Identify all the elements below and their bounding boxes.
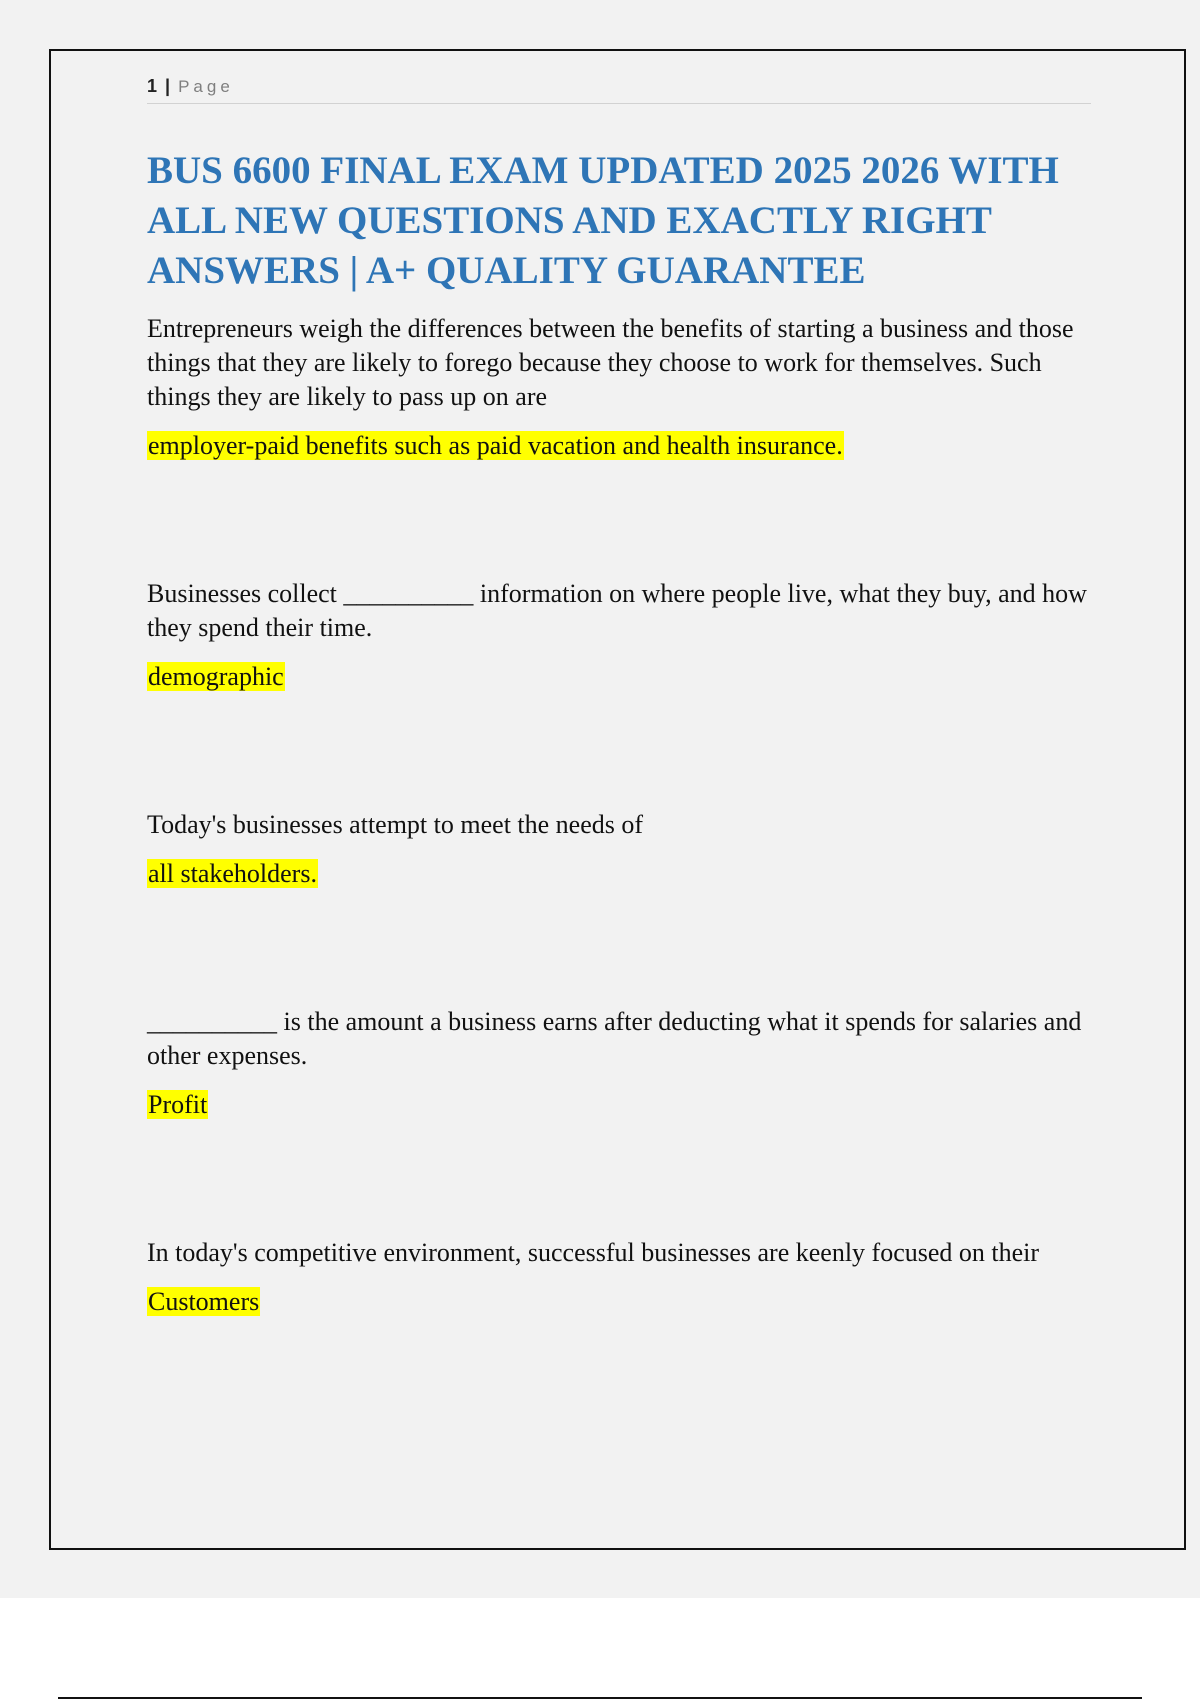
question-text: Businesses collect __________ information on where people live, what they buy, and how they spend their time. xyxy=(147,579,1087,642)
page-number: 1 xyxy=(147,76,158,96)
qa-item xyxy=(147,1236,1107,1317)
next-page-top-rule xyxy=(58,1697,1142,1699)
page-label: Page xyxy=(178,77,234,96)
answer-text xyxy=(147,1090,1107,1120)
answer-highlight: demographic xyxy=(148,662,284,691)
answer-highlight: Profit xyxy=(148,1090,208,1119)
qa-item xyxy=(147,577,1107,692)
document-title: BUS 6600 FINAL EXAM UPDATED 2025 2026 WITH ALL NEW QUESTIONS AND EXACTLY RIGHT ANSWERS | A+ QUALITY GUARANTEE xyxy=(147,149,1059,292)
answer-text xyxy=(147,662,1107,692)
question-text: __________ is the amount a business earns after deducting what it spends for salaries and other expenses. xyxy=(147,1007,1082,1070)
question-text: Today's businesses attempt to meet the needs of xyxy=(147,810,644,839)
answer-text xyxy=(147,431,1107,461)
answer-highlight: employer-paid benefits such as paid vacation and health insurance. xyxy=(148,431,843,460)
page-separator: | xyxy=(165,76,171,96)
answer-highlight: Customers xyxy=(148,1287,260,1316)
answer-text xyxy=(147,859,1107,889)
answer-text xyxy=(147,1287,1107,1317)
answer-highlight: all stakeholders. xyxy=(148,859,317,888)
question-text: Entrepreneurs weigh the differences between the benefits of starting a business and those things that they are likely to forego because they choose to work for themselves. Such things they are likely to pass up on are xyxy=(147,314,1074,411)
qa-list xyxy=(147,312,1107,1317)
document-page xyxy=(49,49,1186,1550)
question-text: In today's competitive environment, successful businesses are keenly focused on their xyxy=(147,1238,1040,1267)
qa-item xyxy=(147,312,1107,461)
qa-item xyxy=(147,808,1107,889)
qa-item xyxy=(147,1005,1107,1120)
page-header xyxy=(147,73,1091,104)
